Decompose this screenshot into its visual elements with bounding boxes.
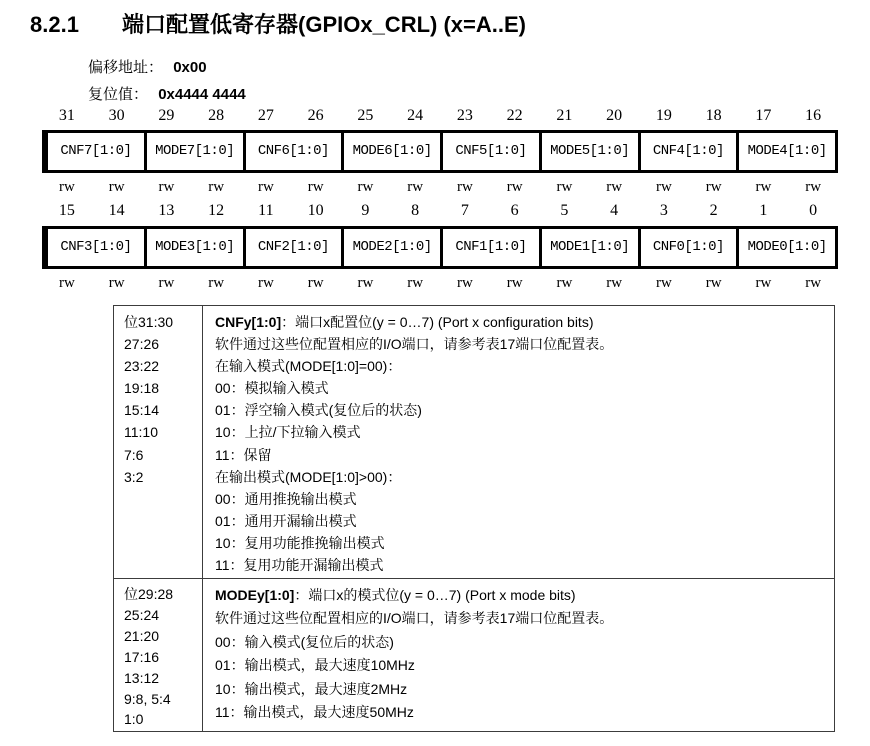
access-type: rw xyxy=(805,275,822,291)
register-field-cell: MODE7[1:0] xyxy=(144,133,243,170)
bit-number: 31 xyxy=(58,107,75,124)
offset-address-value: 0x00 xyxy=(173,59,207,76)
access-type: rw xyxy=(158,275,175,291)
description-line: 在输出模式(MODE[1:0]>00)： xyxy=(215,468,402,485)
bit-range: 3:2 xyxy=(124,468,144,485)
bit-range: 15:14 xyxy=(124,402,160,419)
bit-range: 1:0 xyxy=(124,711,144,728)
bit-number: 30 xyxy=(108,107,125,124)
section-number: 8.2.1 xyxy=(30,12,79,37)
register-field-cell: MODE3[1:0] xyxy=(144,229,243,266)
register-field-cell: CNF1[1:0] xyxy=(440,229,539,266)
bit-number: 22 xyxy=(506,107,523,124)
access-type: rw xyxy=(257,179,274,195)
description-line: 11：复用功能开漏输出模式 xyxy=(215,557,384,574)
description-line: 软件通过这些位配置相应的I/O端口，请参考表17端口位配置表。 xyxy=(215,336,614,353)
access-type: rw xyxy=(307,179,324,195)
description-line: 01：输出模式，最大速度10MHz xyxy=(215,657,415,674)
access-type: rw xyxy=(456,179,473,195)
bit-range: 9:8, 5:4 xyxy=(124,690,171,707)
register-field-cell: CNF7[1:0] xyxy=(45,133,144,170)
bit-number: 0 xyxy=(809,202,818,219)
bit-number: 26 xyxy=(307,107,324,124)
bit-number: 17 xyxy=(755,107,772,124)
access-type: rw xyxy=(58,179,75,195)
description-row-mode xyxy=(114,578,834,731)
register-field-cell: MODE4[1:0] xyxy=(736,133,835,170)
bit-number: 20 xyxy=(606,107,623,124)
access-type: rw xyxy=(58,275,75,291)
description-line: 00：输入模式(复位后的状态) xyxy=(215,633,394,650)
bit-range: 21:20 xyxy=(124,627,160,644)
access-type: rw xyxy=(755,275,772,291)
register-access-low xyxy=(42,275,838,292)
register-fields-high xyxy=(42,130,838,173)
reset-value-value: 0x4444 4444 xyxy=(158,86,246,103)
bit-number: 23 xyxy=(456,107,473,124)
bit-range: 19:18 xyxy=(124,380,160,397)
description-line: 10：输出模式，最大速度2MHz xyxy=(215,680,408,697)
access-type: rw xyxy=(407,275,424,291)
access-type: rw xyxy=(407,179,424,195)
description-line: 11：保留 xyxy=(215,446,272,463)
bit-number: 16 xyxy=(805,107,822,124)
bit-number: 24 xyxy=(407,107,424,124)
bit-number: 27 xyxy=(257,107,274,124)
field-title: ：端口x的模式位(y = 0…7) (Port x mode bits) xyxy=(294,587,576,603)
bit-ranges-cell xyxy=(114,306,203,578)
access-type: rw xyxy=(108,275,125,291)
access-type: rw xyxy=(257,275,274,291)
bit-number: 25 xyxy=(357,107,374,124)
description-line: 00：模拟输入模式 xyxy=(215,380,329,397)
bit-number: 15 xyxy=(58,202,75,219)
description-line: 在输入模式(MODE[1:0]=00)： xyxy=(215,358,402,375)
description-line: 11：输出模式，最大速度50MHz xyxy=(215,704,414,721)
register-field-cell: CNF4[1:0] xyxy=(638,133,737,170)
offset-address-label: 偏移地址： xyxy=(88,60,164,76)
register-field-cell: MODE5[1:0] xyxy=(539,133,638,170)
bit-range: 13:12 xyxy=(124,669,160,686)
bit-range: 27:26 xyxy=(124,336,160,353)
access-type: rw xyxy=(606,179,623,195)
register-field-cell: MODE6[1:0] xyxy=(341,133,440,170)
bit-number: 18 xyxy=(705,107,722,124)
section-heading xyxy=(30,8,526,39)
access-type: rw xyxy=(556,275,573,291)
bit-range: 11:10 xyxy=(124,424,158,441)
bit-number: 5 xyxy=(560,202,569,219)
access-type: rw xyxy=(556,179,573,195)
access-type: rw xyxy=(208,275,225,291)
page-title: 端口配置低寄存器(GPIOx_CRL) (x=A..E) xyxy=(122,12,526,37)
field-description-cell xyxy=(203,306,834,578)
bit-range: 25:24 xyxy=(124,606,160,623)
bit-number: 12 xyxy=(208,202,225,219)
access-type: rw xyxy=(357,275,374,291)
bit-number: 29 xyxy=(158,107,175,124)
description-line: 00：通用推挽输出模式 xyxy=(215,490,357,507)
bit-number: 13 xyxy=(158,202,175,219)
bit-number: 19 xyxy=(655,107,672,124)
bit-number: 9 xyxy=(361,202,370,219)
access-type: rw xyxy=(805,179,822,195)
register-field-cell: CNF2[1:0] xyxy=(243,229,342,266)
access-type: rw xyxy=(506,275,523,291)
register-description-table xyxy=(113,305,835,732)
bit-range: 7:6 xyxy=(124,446,144,463)
register-field-cell: CNF3[1:0] xyxy=(45,229,144,266)
description-line: 软件通过这些位配置相应的I/O端口，请参考表17端口位配置表。 xyxy=(215,610,614,627)
register-field-cell: CNF0[1:0] xyxy=(638,229,737,266)
access-type: rw xyxy=(108,179,125,195)
register-field-cell: CNF5[1:0] xyxy=(440,133,539,170)
reset-value-row xyxy=(88,83,246,104)
access-type: rw xyxy=(606,275,623,291)
bit-number: 10 xyxy=(307,202,324,219)
bit-range: 17:16 xyxy=(124,648,160,665)
access-type: rw xyxy=(158,179,175,195)
bit-ranges-cell xyxy=(114,579,203,731)
description-line: 01：浮空输入模式(复位后的状态) xyxy=(215,402,422,419)
bit-number: 1 xyxy=(759,202,768,219)
bit-range: 位29:28 xyxy=(124,586,174,602)
field-name: MODEy[1:0] xyxy=(215,587,295,603)
description-line: 01：通用开漏输出模式 xyxy=(215,512,357,529)
description-line: 10：复用功能推挽输出模式 xyxy=(215,534,385,551)
offset-address-row xyxy=(88,56,207,77)
bit-number: 7 xyxy=(460,202,469,219)
access-type: rw xyxy=(655,179,672,195)
description-row-cnf xyxy=(114,306,834,578)
access-type: rw xyxy=(655,275,672,291)
access-type: rw xyxy=(208,179,225,195)
access-type: rw xyxy=(456,275,473,291)
register-bit-numbers-high xyxy=(42,107,838,125)
register-field-cell: MODE1[1:0] xyxy=(539,229,638,266)
bit-range: 23:22 xyxy=(124,358,160,375)
register-access-high xyxy=(42,179,838,196)
bit-number: 14 xyxy=(108,202,125,219)
bit-number: 8 xyxy=(411,202,420,219)
description-line: 10：上拉/下拉输入模式 xyxy=(215,424,361,441)
bit-number: 2 xyxy=(709,202,718,219)
access-type: rw xyxy=(705,275,722,291)
bit-range: 位31:30 xyxy=(124,314,174,330)
bit-number: 3 xyxy=(659,202,668,219)
field-title: ：端口x配置位(y = 0…7) (Port x configuration bits) xyxy=(281,314,594,330)
register-bit-numbers-low xyxy=(42,202,838,220)
register-field-cell: MODE2[1:0] xyxy=(341,229,440,266)
access-type: rw xyxy=(506,179,523,195)
field-description-lines xyxy=(215,607,826,724)
register-fields-low xyxy=(42,226,838,269)
bit-number: 11 xyxy=(258,202,274,219)
register-field-cell: CNF6[1:0] xyxy=(243,133,342,170)
bit-number: 28 xyxy=(208,107,225,124)
access-type: rw xyxy=(705,179,722,195)
bit-number: 21 xyxy=(556,107,573,124)
field-description-lines xyxy=(215,333,826,576)
bit-number: 6 xyxy=(510,202,519,219)
field-name: CNFy[1:0] xyxy=(215,314,282,330)
register-field-cell: MODE0[1:0] xyxy=(736,229,835,266)
field-description-cell xyxy=(203,579,834,731)
access-type: rw xyxy=(755,179,772,195)
field-title-line xyxy=(215,311,826,333)
access-type: rw xyxy=(357,179,374,195)
field-title-line xyxy=(215,584,826,607)
access-type: rw xyxy=(307,275,324,291)
reset-value-label: 复位值： xyxy=(88,87,149,103)
bit-number: 4 xyxy=(610,202,619,219)
